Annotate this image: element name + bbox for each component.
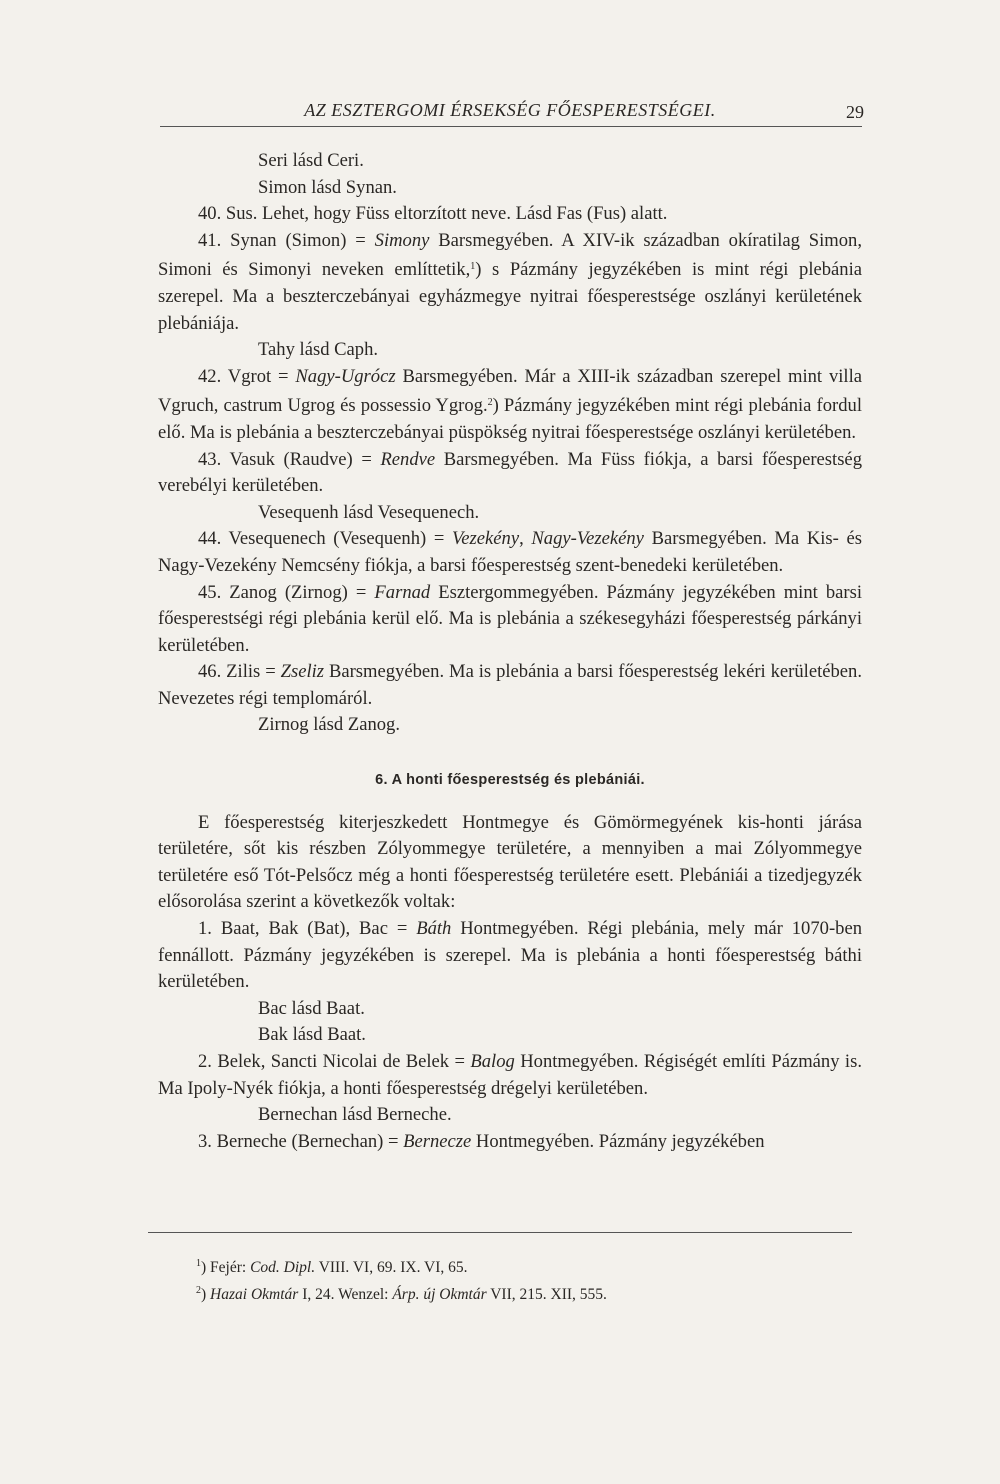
entry-45: 45. Zanog (Zirnog) = Farnad Esztergommegyében. Pázmány jegyzékében mint barsi főesperestségi régi plebánia kerül elő. Ma is plebánia a székesegyházi főesperestség párkányi kerületében. [158, 581, 862, 656]
footnote-1: $^1$) Fejér: Cod. Dipl. VIII. VI, 69. IX. VI, 65. [196, 1258, 468, 1276]
entry-46: 46. Zilis = Zseliz Barsmegyében. Ma is plebánia a barsi főesperestség lekéri kerületében. Nevezetes régi templomáról. [158, 661, 862, 709]
cross-reference: Zirnog lásd Zanog. [258, 714, 401, 736]
page-number: 29 [846, 102, 864, 122]
section-intro: E főesperestség kiterjeszkedett Hontmegye és Gömörmegyének kis-honti járása területére, sőt kis részben Zólyommegye területére, a mennyiben a mai Zólyommegye területére eső Tót-Pelsőcz még a honti főesperestség területére esett. Plebániái a tizedjegyzék elősorolása szerint a következők voltak: [158, 811, 862, 913]
entry-2: 2. Belek, Sancti Nicolai de Belek = Balog Hontmegyében. Régiségét említi Pázmány is. Ma Ipoly-Nyék fiókja, a honti főesperestség drégelyi kerületében. [158, 1051, 862, 1099]
cross-reference: Simon lásd Synan. [258, 176, 397, 198]
cross-reference: Seri lásd Ceri. [258, 150, 364, 171]
cross-reference: Tahy lásd Caph. [258, 339, 379, 361]
footnotes [196, 1252, 856, 1306]
cross-reference: Bak lásd Baat. [258, 1024, 366, 1046]
body-text [158, 148, 862, 1155]
entry-40: 40. Sus. Lehet, hogy Füss eltorzított neve. Lásd Fas (Fus) alatt. [198, 203, 668, 225]
footnote-rule [148, 1232, 852, 1233]
entry-3: 3. Berneche (Bernechan) = Bernecze Hontmegyében. Pázmány jegyzékében [198, 1130, 765, 1152]
footnote-ref: 1 [470, 261, 476, 273]
header-rule [160, 126, 862, 127]
entry-41: 41. Synan (Simon) = Simony Barsmegyében. A XIV-ik században okíratilag Simon, Simoni és Simonyi neveken említtetik,$^1$) s Pázmány jegyzékében is mint régi plebánia szerepel. Ma a beszterczebányai egyházmegye nyitrai főesperestsége oszlányi kerületének plebániája. [158, 229, 862, 334]
entry-44: 44. Vesequenech (Vesequenh) = Vezekény, Nagy-Vezekény Barsmegyében. Ma Kis- és Nagy-Vezekény Nemcsény fiókja, a barsi főesperestség szent-benedeki kerületében. [158, 528, 863, 576]
cross-reference: Bac lásd Baat. [258, 997, 365, 1019]
footnote-ref: 2 [487, 397, 493, 409]
entry-43: 43. Vasuk (Raudve) = Rendve Barsmegyében. Ma Füss fiókja, a barsi főesperestség verebélyi kerületében. [158, 448, 862, 497]
cross-reference: Vesequenh lásd Vesequenech. [258, 501, 480, 523]
footnote-2: $^2$) Hazai Okmtár I, 24. Wenzel: Árp. új Okmtár VII, 215. XII, 555. [196, 1285, 607, 1303]
running-header: AZ ESZTERGOMI ÉRSEKSÉG FŐESPERESTSÉGEI. [304, 100, 716, 120]
cross-reference: Bernechan lásd Berneche. [258, 1104, 452, 1126]
entry-1: 1. Baat, Bak (Bat), Bac = Báth Hontmegyében. Régi plebánia, mely már 1070-ben fennállott. Pázmány jegyzékében is szerepel. Ma is plebánia a honti főesperestség báthi kerületében. [158, 918, 862, 993]
entry-42: 42. Vgrot = Nagy-Ugrócz Barsmegyében. Már a XIII-ik században szerepel mint villa Vgruch, castrum Ugrog és possessio Ygrog.$^2$) Pázmány jegyzékében mint régi plebánia fordul elő. Ma is plebánia a beszterczebányai püspökség nyitrai főesperestsége oszlányi kerületében. [158, 365, 862, 443]
section-heading: 6. A honti főesperestség és plebániái. [375, 772, 645, 789]
